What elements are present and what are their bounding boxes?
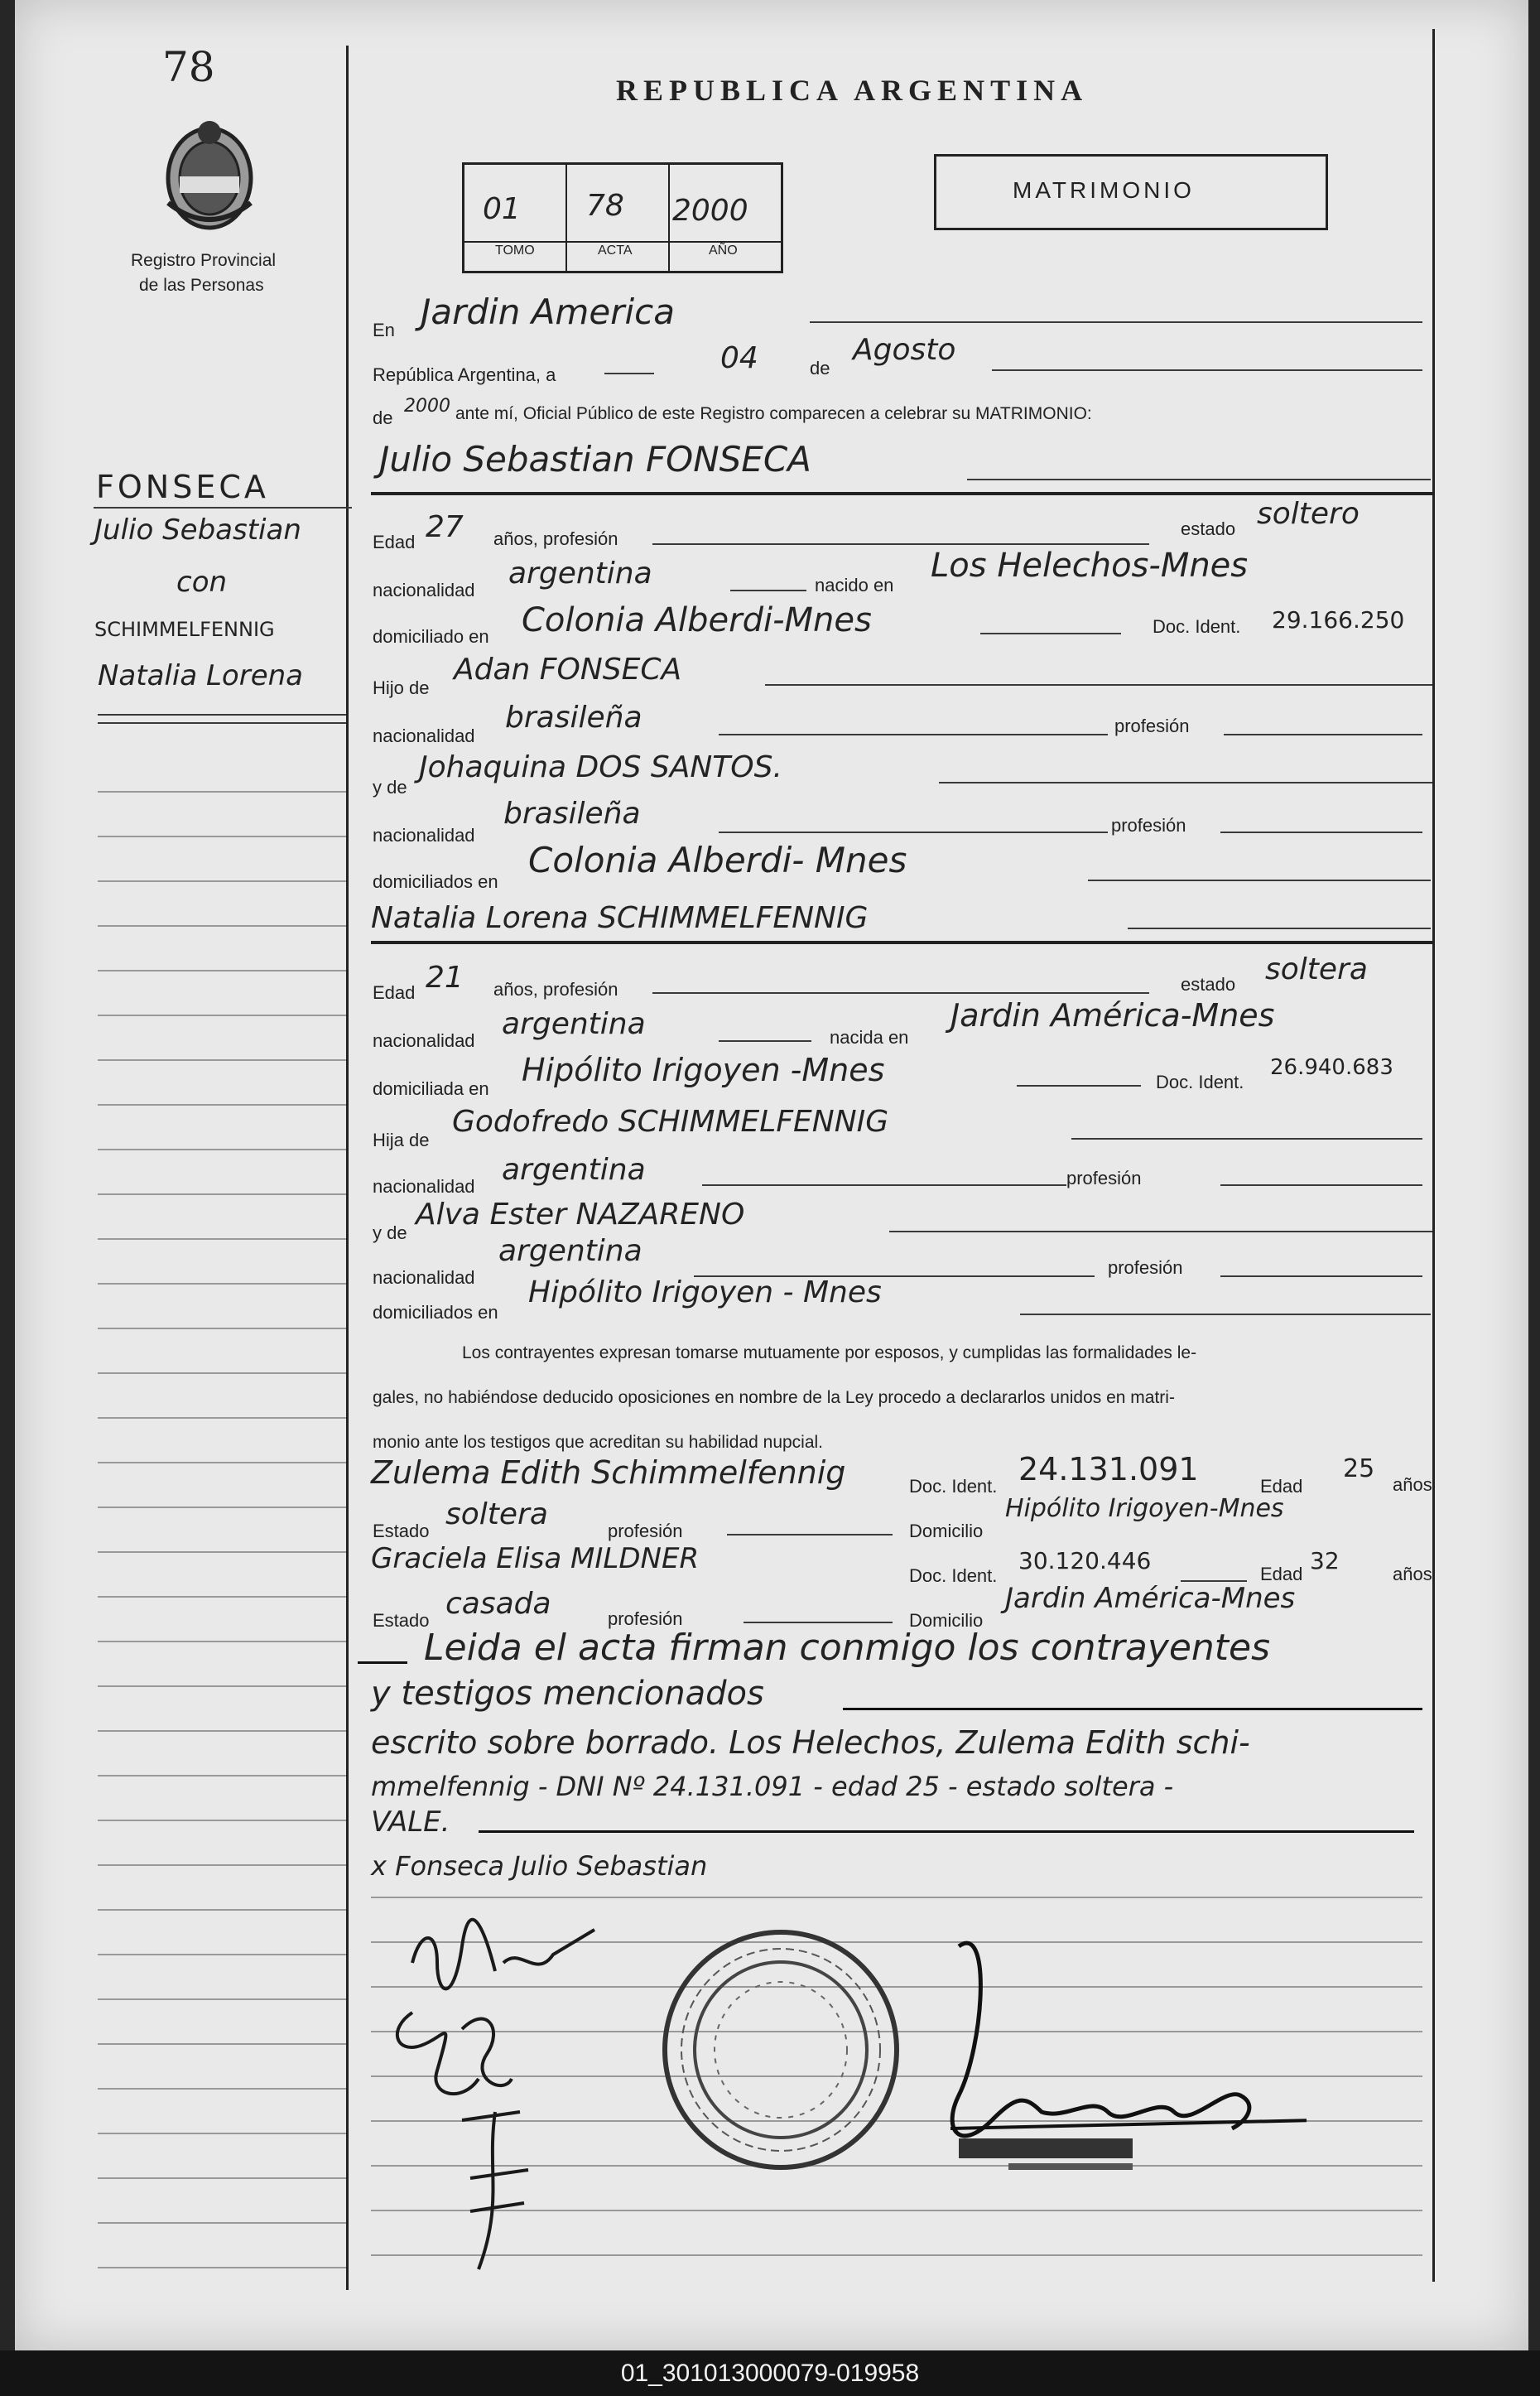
bride-parents-dom: Hipólito Irigoyen - Mnes: [528, 1275, 882, 1309]
margin-ruled-line: [98, 1149, 346, 1150]
groom-nac-label: nacionalidad: [373, 580, 475, 600]
closing-line5: VALE.: [371, 1805, 450, 1839]
groom-nacionalidad: argentina: [508, 557, 652, 591]
coat-of-arms-icon: [160, 112, 259, 236]
margin-ruled-line: [98, 1641, 346, 1642]
margin-ruled-line: [98, 1685, 346, 1687]
margin-ruled-line: [98, 2043, 346, 2045]
closing-line4: mmelfennig - DNI Nº 24.131.091 - edad 25 - estado soltera -: [371, 1771, 1174, 1802]
bride-nacionalidad: argentina: [502, 1007, 646, 1041]
act-type: MATRIMONIO: [1013, 177, 1195, 203]
groom-estado: soltero: [1257, 497, 1360, 531]
witness1-age: 25: [1343, 1454, 1375, 1483]
margin-ruled-line: [98, 1283, 346, 1285]
groom-doc-label: Doc. Ident.: [1153, 616, 1241, 637]
bride-estado-label: estado: [1181, 974, 1236, 995]
bride-nacida-label: nacida en: [830, 1027, 909, 1048]
groom-mnat-label: nacionalidad: [373, 825, 475, 846]
bride-full-name: Natalia Lorena SCHIMMELFENNIG: [371, 901, 869, 935]
month: Agosto: [853, 333, 956, 367]
bride-yde-label: y de: [373, 1222, 407, 1243]
official-seal-icon: [661, 1930, 901, 2170]
margin-ruled-line: [98, 1104, 346, 1106]
groom-age-label: Edad: [373, 532, 416, 552]
groom-anos-label: años, profesión: [493, 528, 618, 549]
margin-surname1: FONSECA: [96, 469, 269, 505]
groom-yde-label: y de: [373, 777, 407, 798]
witness1-domicilio: Hipólito Irigoyen-Mnes: [1005, 1494, 1284, 1523]
witness2-domicilio: Jardin América-Mnes: [1005, 1582, 1296, 1615]
right-rule: [1432, 29, 1435, 2282]
bride-fnat-label: nacionalidad: [373, 1176, 475, 1197]
margin-ruled-line: [98, 1730, 346, 1732]
witness2-age: 32: [1310, 1547, 1340, 1574]
page-number: 78: [162, 43, 215, 91]
bride-fprof-label: profesión: [1066, 1168, 1142, 1188]
witness2-age-label: Edad: [1260, 1564, 1303, 1584]
margin-ruled-line: [98, 1507, 346, 1508]
margin-con: con: [176, 566, 228, 599]
scan-footer-id: 01_301013000079-019958: [0, 2350, 1540, 2396]
groom-mother: Johaquina DOS SANTOS.: [419, 750, 782, 784]
margin-ruled-line: [98, 2177, 346, 2179]
margin-ruled-line: [98, 1059, 346, 1061]
closing-line6: x Fonseca Julio Sebastian: [371, 1850, 708, 1882]
bride-father-nat: argentina: [502, 1153, 646, 1187]
witness1-dom-label: Domicilio: [909, 1521, 984, 1541]
witness2-doc-label: Doc. Ident.: [909, 1565, 998, 1586]
groom-full-name: Julio Sebastian FONSECA: [379, 439, 811, 480]
groom-estado-label: estado: [1181, 518, 1236, 539]
margin-ruled-line: [98, 2267, 346, 2268]
witness2-estado-label: Estado: [373, 1610, 430, 1631]
witness2-doc: 30.120.446: [1018, 1547, 1152, 1574]
country-title: REPUBLICA ARGENTINA: [616, 74, 1089, 107]
margin-ruled-line: [98, 1417, 346, 1419]
statement: ante mí, Oficial Público de este Registro comparecen a celebrar su MATRIMONIO:: [455, 404, 1092, 423]
groom-parents-dom: Colonia Alberdi- Mnes: [528, 840, 907, 880]
bride-pdom-label: domiciliados en: [373, 1302, 498, 1323]
declaration-line1: Los contrayentes expresan tomarse mutuamente por esposos, y cumplidas las formalidades le-: [462, 1343, 1197, 1362]
rep-label: República Argentina, a: [373, 364, 556, 385]
closing-line1: Leida el acta firman conmigo los contrayentes: [424, 1627, 1271, 1669]
bride-mother-nat: argentina: [498, 1234, 642, 1268]
witness1-name: Zulema Edith Schimmelfennig: [371, 1454, 846, 1491]
witness1-doc: 24.131.091: [1018, 1451, 1199, 1487]
margin-ruled-line: [98, 1775, 346, 1777]
bride-mother: Alva Ester NAZARENO: [416, 1198, 745, 1232]
margin-ruled-line: [98, 970, 346, 971]
tomo-label: TOMO: [495, 243, 535, 258]
day: 04: [720, 341, 758, 375]
registry-line1: Registro Provincial: [131, 251, 277, 270]
groom-domicilio: Colonia Alberdi-Mnes: [522, 601, 872, 639]
official-signature-icon: [926, 1930, 1307, 2178]
margin-ruled-line: [98, 1238, 346, 1240]
witness1-estado: soltera: [445, 1497, 548, 1531]
margin-rule: [346, 46, 349, 2290]
ano-label: AÑO: [709, 243, 738, 258]
acta-value: 78: [586, 189, 624, 223]
margin-ruled-line: [98, 1372, 346, 1374]
year: 2000: [404, 396, 450, 417]
witness1-estado-label: Estado: [373, 1521, 430, 1541]
groom-nacido-en: Los Helechos-Mnes: [931, 547, 1249, 585]
margin-ruled-line: [98, 1462, 346, 1463]
witness2-anos-label: años: [1393, 1564, 1432, 1584]
acta-label: ACTA: [598, 243, 633, 258]
witness2-dom-label: Domicilio: [909, 1610, 984, 1631]
margin-ruled-line: [98, 2133, 346, 2134]
groom-doc: 29.166.250: [1272, 606, 1405, 634]
bride-nacida-en: Jardin América-Mnes: [950, 997, 1275, 1034]
groom-nacido-label: nacido en: [815, 575, 894, 595]
bride-nac-label: nacionalidad: [373, 1030, 475, 1051]
bride-domicilio: Hipólito Irigoyen -Mnes: [522, 1052, 885, 1088]
witness1-prof-label: profesión: [608, 1521, 683, 1541]
witness1-age-label: Edad: [1260, 1476, 1303, 1497]
groom-mprof-label: profesión: [1111, 815, 1186, 836]
groom-fprof-label: profesión: [1114, 716, 1190, 736]
margin-ruled-line: [98, 1551, 346, 1553]
margin-ruled-line: [98, 1909, 346, 1911]
margin-ruled-line: [98, 1596, 346, 1598]
groom-hijo-label: Hijo de: [373, 677, 430, 698]
bride-anos-label: años, profesión: [493, 979, 618, 1000]
witness2-prof-label: profesión: [608, 1608, 683, 1629]
groom-pdom-label: domiciliados en: [373, 871, 498, 892]
bride-father: Godofredo SCHIMMELFENNIG: [452, 1105, 889, 1139]
margin-surname2: SCHIMMELFENNIG: [94, 618, 275, 641]
margin-ruled-line: [98, 1954, 346, 1955]
register-page: [15, 0, 1528, 2350]
margin-ruled-line: [98, 1864, 346, 1866]
margin-ruled-line: [98, 2088, 346, 2090]
tomo-value: 01: [483, 192, 521, 226]
body-ruled-line: [371, 1897, 1422, 1898]
bride-age: 21: [426, 961, 464, 995]
margin-name2: Natalia Lorena: [98, 659, 303, 692]
witness1-anos-label: años: [1393, 1474, 1432, 1495]
groom-father-nat: brasileña: [505, 701, 642, 735]
declaration-line3: monio ante los testigos que acreditan su habilidad nupcial.: [373, 1433, 824, 1452]
bride-doc-label: Doc. Ident.: [1156, 1072, 1244, 1092]
en-label: En: [373, 320, 395, 340]
groom-dom-label: domiciliado en: [373, 626, 489, 647]
groom-father: Adan FONSECA: [454, 653, 682, 687]
margin-ruled-line: [98, 1328, 346, 1329]
witness2-name: Graciela Elisa MILDNER: [371, 1542, 700, 1575]
margin-ruled-line: [98, 880, 346, 882]
bride-age-label: Edad: [373, 982, 416, 1003]
margin-name1: Julio Sebastian: [94, 513, 301, 547]
ano-value: 2000: [672, 194, 748, 228]
witness1-doc-label: Doc. Ident.: [909, 1476, 998, 1497]
bride-hija-label: Hija de: [373, 1130, 430, 1150]
groom-age: 27: [426, 510, 464, 544]
bride-estado: soltera: [1265, 952, 1368, 986]
closing-line3: escrito sobre borrado. Los Helechos, Zulema Edith schi-: [371, 1724, 1250, 1761]
bride-doc: 26.940.683: [1270, 1055, 1393, 1080]
bride-mnat-label: nacionalidad: [373, 1267, 475, 1288]
bride-mprof-label: profesión: [1108, 1257, 1183, 1278]
groom-fnat-label: nacionalidad: [373, 726, 475, 746]
witness-signature-icon: [445, 2104, 545, 2286]
registry-line2: de las Personas: [139, 276, 264, 295]
declaration-line2: gales, no habiéndose deducido oposiciones en nombre de la Ley procedo a declararlos unidos en matri-: [373, 1388, 1175, 1407]
witness2-estado: casada: [445, 1587, 551, 1621]
margin-ruled-line: [98, 1998, 346, 2000]
de2-label: de: [373, 407, 393, 428]
margin-ruled-line: [98, 925, 346, 927]
de-label: de: [810, 358, 830, 378]
place: Jardin America: [421, 292, 675, 332]
margin-ruled-line: [98, 1015, 346, 1016]
margin-ruled-line: [98, 791, 346, 793]
bride-dom-label: domiciliada en: [373, 1078, 489, 1099]
margin-ruled-line: [98, 836, 346, 837]
closing-line2: y testigos mencionados: [371, 1675, 764, 1713]
margin-ruled-line: [98, 2222, 346, 2224]
groom-mother-nat: brasileña: [503, 797, 641, 831]
margin-ruled-line: [98, 1820, 346, 1821]
margin-ruled-line: [98, 1193, 346, 1195]
